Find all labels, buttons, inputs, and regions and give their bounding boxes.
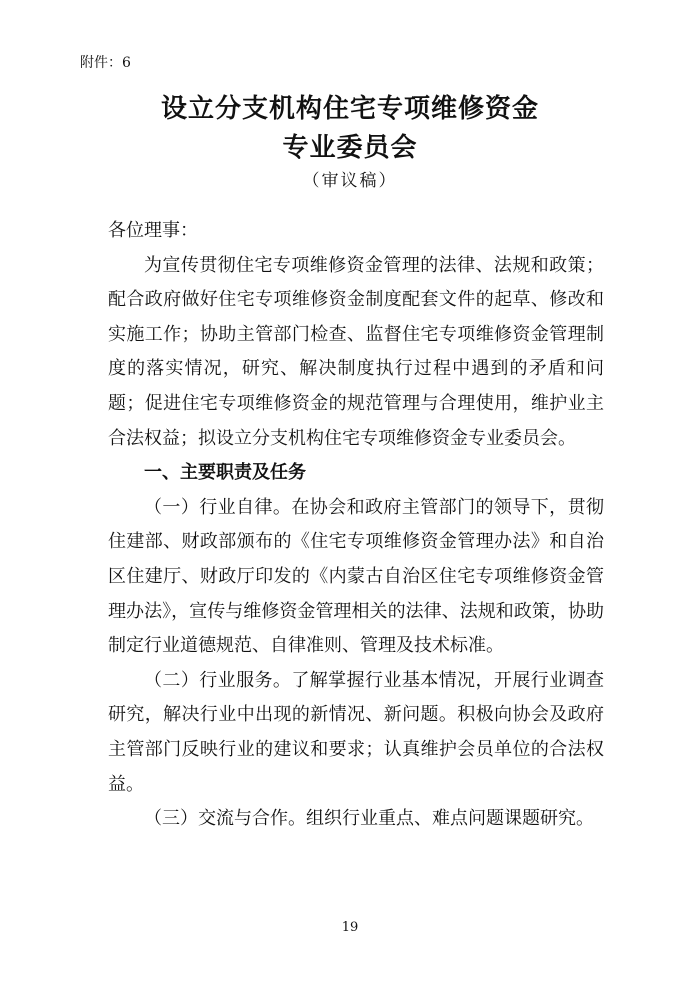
section-heading: 一、主要职责及任务 — [144, 462, 306, 484]
item-self-discipline: （一）行业自律。在协会和政府主管部门的领导下，贯彻住建部、财政部颁布的《住宅专项维修资金管理办法》和自治区住建厅、财政厅印发的《内蒙古自治区住宅专项维修资金管理办法》，宣传与维修资金管理相关的法律、法规和政策，协助制定行业道德规范、自律准则、管理及技术标准。 — [108, 496, 604, 657]
annex-label: 附件：6 — [80, 55, 131, 71]
document-body — [108, 214, 604, 837]
intro-paragraph: 为宣传贯彻住宅专项维修资金管理的法律、法规和政策；配合政府做好住宅专项维修资金制度配套文件的起草、修改和实施工作；协助主管部门检查、监督住宅专项维修资金管理制度的落实情况，研究、解决制度执行过程中遇到的矛盾和问题；促进住宅专项维修资金的规范管理与合理使用，维护业主合法权益；拟设立分支机构住宅专项维修资金专业委员会。 — [108, 254, 604, 449]
item-exchange-cooperation: （三）交流与合作。组织行业重点、难点问题课题研究。 — [144, 808, 594, 830]
document-title-line1: 设立分支机构住宅专项维修资金 — [160, 94, 539, 124]
document-subtitle: （审议稿） — [302, 171, 398, 191]
page-number: 19 — [341, 920, 359, 935]
item-industry-service: （二）行业服务。了解掌握行业基本情况，开展行业调查研究，解决行业中出现的新情况、新问题。积极向协会及政府主管部门反映行业的建议和要求；认真维护会员单位的合法权益。 — [108, 669, 604, 795]
document-title-line2: 专业委员会 — [282, 133, 418, 163]
salutation: 各位理事： — [108, 220, 198, 241]
